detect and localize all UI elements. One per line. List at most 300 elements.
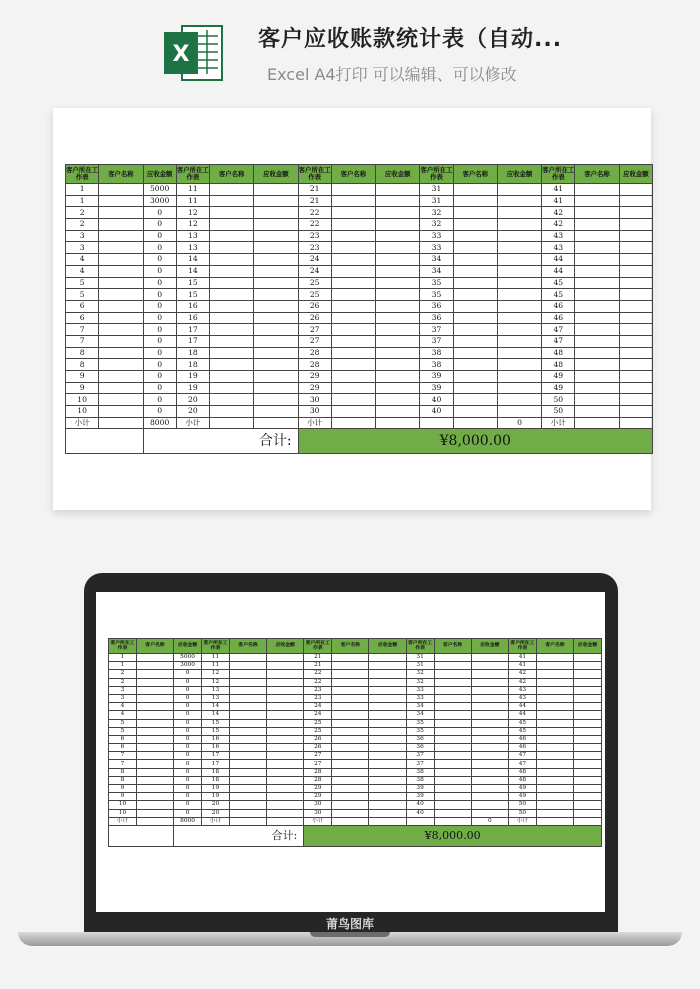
table-cell[interactable]: 34 [406, 703, 434, 711]
table-cell[interactable] [254, 219, 298, 231]
table-cell[interactable] [254, 195, 298, 207]
table-cell[interactable] [229, 711, 266, 719]
table-cell[interactable] [376, 195, 420, 207]
table-cell[interactable] [471, 662, 508, 670]
table-cell[interactable]: 40 [420, 394, 453, 406]
table-cell[interactable] [332, 801, 369, 809]
table-cell[interactable]: 34 [406, 711, 434, 719]
table-cell[interactable] [575, 406, 619, 418]
table-cell[interactable] [332, 662, 369, 670]
table-cell[interactable]: 13 [176, 242, 209, 254]
table-cell[interactable] [369, 711, 406, 719]
table-cell[interactable] [369, 744, 406, 752]
table-cell[interactable]: 0 [174, 744, 202, 752]
table-cell[interactable] [331, 277, 375, 289]
table-cell[interactable] [434, 719, 471, 727]
table-cell[interactable]: 19 [202, 793, 230, 801]
table-cell[interactable] [619, 289, 652, 301]
table-cell[interactable] [331, 254, 375, 266]
table-cell[interactable] [332, 686, 369, 694]
table-cell[interactable]: 14 [202, 703, 230, 711]
table-cell[interactable] [267, 735, 304, 743]
table-cell[interactable] [99, 394, 143, 406]
table-cell[interactable]: 41 [542, 184, 575, 196]
table-cell[interactable] [376, 324, 420, 336]
table-cell[interactable] [376, 406, 420, 418]
table-cell[interactable] [575, 195, 619, 207]
table-cell[interactable] [536, 719, 573, 727]
table-cell[interactable] [574, 727, 602, 735]
table-cell[interactable] [536, 785, 573, 793]
table-cell[interactable] [209, 277, 253, 289]
table-cell[interactable]: 38 [406, 768, 434, 776]
table-cell[interactable]: 50 [542, 394, 575, 406]
table-cell[interactable]: 0 [143, 289, 176, 301]
table-cell[interactable] [369, 793, 406, 801]
table-cell[interactable] [453, 207, 497, 219]
table-cell[interactable] [575, 289, 619, 301]
table-cell[interactable]: 30 [304, 809, 332, 817]
table-cell[interactable] [574, 662, 602, 670]
table-cell[interactable] [536, 703, 573, 711]
table-cell[interactable] [332, 694, 369, 702]
table-cell[interactable]: 10 [66, 394, 99, 406]
table-cell[interactable]: 3000 [143, 195, 176, 207]
table-cell[interactable] [332, 776, 369, 784]
table-cell[interactable] [331, 406, 375, 418]
table-cell[interactable] [209, 347, 253, 359]
table-cell[interactable] [332, 654, 369, 662]
table-cell[interactable]: 10 [109, 809, 137, 817]
table-cell[interactable]: 2 [109, 670, 137, 678]
table-cell[interactable]: 45 [508, 719, 536, 727]
table-cell[interactable]: 30 [298, 406, 331, 418]
table-cell[interactable] [453, 359, 497, 371]
table-cell[interactable]: 0 [471, 817, 508, 825]
table-cell[interactable] [453, 184, 497, 196]
table-cell[interactable] [434, 694, 471, 702]
table-cell[interactable] [574, 719, 602, 727]
table-cell[interactable]: 11 [176, 184, 209, 196]
table-cell[interactable] [536, 752, 573, 760]
table-cell[interactable] [99, 219, 143, 231]
table-cell[interactable] [136, 662, 173, 670]
table-cell[interactable] [331, 219, 375, 231]
table-cell[interactable] [575, 382, 619, 394]
table-cell[interactable] [332, 760, 369, 768]
table-cell[interactable] [471, 785, 508, 793]
table-cell[interactable] [575, 359, 619, 371]
table-cell[interactable]: 26 [304, 735, 332, 743]
table-cell[interactable] [471, 678, 508, 686]
table-cell[interactable] [471, 703, 508, 711]
table-cell[interactable] [209, 230, 253, 242]
table-cell[interactable] [434, 785, 471, 793]
table-cell[interactable] [229, 768, 266, 776]
table-cell[interactable] [497, 230, 541, 242]
table-cell[interactable] [536, 735, 573, 743]
table-cell[interactable]: 17 [202, 760, 230, 768]
table-cell[interactable] [136, 760, 173, 768]
table-cell[interactable]: 42 [508, 678, 536, 686]
table-cell[interactable]: 50 [508, 801, 536, 809]
table-cell[interactable] [376, 359, 420, 371]
table-cell[interactable] [471, 752, 508, 760]
table-cell[interactable] [575, 184, 619, 196]
table-cell[interactable] [619, 230, 652, 242]
table-cell[interactable] [536, 670, 573, 678]
table-cell[interactable] [497, 347, 541, 359]
table-cell[interactable] [536, 654, 573, 662]
table-cell[interactable]: 11 [202, 654, 230, 662]
table-cell[interactable]: 小计 [542, 417, 575, 429]
table-cell[interactable] [536, 686, 573, 694]
table-cell[interactable] [575, 417, 619, 429]
table-cell[interactable] [376, 184, 420, 196]
table-cell[interactable]: 20 [202, 801, 230, 809]
table-cell[interactable] [575, 324, 619, 336]
table-cell[interactable]: 24 [298, 254, 331, 266]
table-cell[interactable] [254, 312, 298, 324]
table-cell[interactable]: 49 [508, 785, 536, 793]
table-cell[interactable] [574, 793, 602, 801]
table-cell[interactable] [254, 347, 298, 359]
table-cell[interactable]: 0 [143, 359, 176, 371]
table-cell[interactable]: 23 [304, 694, 332, 702]
table-cell[interactable]: 46 [542, 300, 575, 312]
table-cell[interactable] [254, 359, 298, 371]
table-cell[interactable] [453, 265, 497, 277]
table-cell[interactable] [99, 230, 143, 242]
table-cell[interactable] [453, 406, 497, 418]
table-cell[interactable] [376, 254, 420, 266]
table-cell[interactable]: 21 [298, 184, 331, 196]
table-cell[interactable] [575, 242, 619, 254]
table-cell[interactable]: 小计 [176, 417, 209, 429]
table-cell[interactable] [99, 359, 143, 371]
table-cell[interactable] [575, 335, 619, 347]
table-cell[interactable]: 47 [508, 752, 536, 760]
table-cell[interactable] [254, 184, 298, 196]
table-cell[interactable] [332, 752, 369, 760]
table-cell[interactable]: 18 [176, 359, 209, 371]
table-cell[interactable]: 23 [298, 230, 331, 242]
table-cell[interactable] [209, 242, 253, 254]
table-cell[interactable] [453, 324, 497, 336]
table-cell[interactable] [536, 817, 573, 825]
table-cell[interactable] [453, 312, 497, 324]
table-cell[interactable]: 47 [508, 760, 536, 768]
table-cell[interactable] [575, 219, 619, 231]
table-cell[interactable]: 39 [406, 785, 434, 793]
table-cell[interactable] [471, 768, 508, 776]
table-cell[interactable] [99, 312, 143, 324]
table-cell[interactable]: 1 [109, 662, 137, 670]
table-cell[interactable]: 35 [406, 727, 434, 735]
table-cell[interactable] [434, 703, 471, 711]
table-cell[interactable]: 17 [176, 335, 209, 347]
table-cell[interactable] [453, 371, 497, 383]
table-cell[interactable]: 36 [420, 300, 453, 312]
table-cell[interactable] [209, 417, 253, 429]
table-cell[interactable]: 34 [420, 254, 453, 266]
table-cell[interactable] [619, 195, 652, 207]
table-cell[interactable]: 小计 [109, 817, 137, 825]
table-cell[interactable]: 26 [298, 312, 331, 324]
table-cell[interactable] [369, 727, 406, 735]
table-cell[interactable] [136, 654, 173, 662]
table-cell[interactable] [136, 686, 173, 694]
table-cell[interactable] [136, 711, 173, 719]
table-cell[interactable] [267, 760, 304, 768]
table-cell[interactable] [209, 207, 253, 219]
table-cell[interactable] [254, 277, 298, 289]
table-cell[interactable] [331, 184, 375, 196]
table-cell[interactable]: 8000 [143, 417, 176, 429]
table-cell[interactable] [267, 670, 304, 678]
table-cell[interactable] [209, 335, 253, 347]
table-cell[interactable]: 24 [304, 711, 332, 719]
table-cell[interactable] [434, 727, 471, 735]
table-cell[interactable] [99, 417, 143, 429]
table-cell[interactable]: 17 [176, 324, 209, 336]
table-cell[interactable] [536, 727, 573, 735]
table-cell[interactable]: 37 [406, 752, 434, 760]
table-cell[interactable] [331, 324, 375, 336]
table-cell[interactable] [332, 711, 369, 719]
table-cell[interactable]: 14 [202, 711, 230, 719]
table-cell[interactable]: 5 [109, 727, 137, 735]
table-cell[interactable]: 3 [66, 242, 99, 254]
table-cell[interactable] [209, 324, 253, 336]
table-cell[interactable] [619, 382, 652, 394]
table-cell[interactable] [331, 195, 375, 207]
table-cell[interactable]: 0 [143, 265, 176, 277]
table-cell[interactable] [229, 686, 266, 694]
table-cell[interactable] [619, 335, 652, 347]
table-cell[interactable] [536, 694, 573, 702]
table-cell[interactable] [99, 265, 143, 277]
table-cell[interactable] [209, 382, 253, 394]
table-cell[interactable]: 0 [174, 686, 202, 694]
table-cell[interactable] [497, 254, 541, 266]
table-cell[interactable] [376, 417, 420, 429]
table-cell[interactable]: 2 [66, 207, 99, 219]
table-cell[interactable] [267, 711, 304, 719]
table-cell[interactable] [420, 417, 453, 429]
table-cell[interactable] [229, 760, 266, 768]
table-cell[interactable]: 18 [176, 347, 209, 359]
table-cell[interactable]: 8 [109, 768, 137, 776]
table-cell[interactable]: 41 [508, 654, 536, 662]
table-cell[interactable] [453, 417, 497, 429]
table-cell[interactable]: 8000 [174, 817, 202, 825]
table-cell[interactable]: 0 [143, 230, 176, 242]
table-cell[interactable] [497, 312, 541, 324]
table-cell[interactable] [209, 406, 253, 418]
table-cell[interactable]: 50 [508, 809, 536, 817]
table-cell[interactable]: 21 [304, 654, 332, 662]
table-cell[interactable] [497, 242, 541, 254]
table-cell[interactable]: 4 [66, 265, 99, 277]
table-cell[interactable]: 0 [174, 768, 202, 776]
table-cell[interactable]: 36 [420, 312, 453, 324]
table-cell[interactable] [574, 654, 602, 662]
table-cell[interactable]: 12 [202, 670, 230, 678]
table-cell[interactable] [471, 793, 508, 801]
table-cell[interactable] [369, 817, 406, 825]
table-cell[interactable] [254, 300, 298, 312]
table-cell[interactable] [376, 207, 420, 219]
table-cell[interactable]: 48 [542, 347, 575, 359]
table-cell[interactable] [376, 289, 420, 301]
table-cell[interactable] [619, 324, 652, 336]
table-cell[interactable]: 40 [420, 406, 453, 418]
table-cell[interactable] [497, 394, 541, 406]
table-cell[interactable]: 29 [304, 793, 332, 801]
table-cell[interactable] [331, 265, 375, 277]
table-cell[interactable]: 28 [304, 768, 332, 776]
table-cell[interactable] [619, 417, 652, 429]
table-cell[interactable] [497, 207, 541, 219]
table-cell[interactable]: 1 [66, 184, 99, 196]
table-cell[interactable]: 39 [406, 793, 434, 801]
table-cell[interactable]: 29 [304, 785, 332, 793]
table-cell[interactable] [619, 312, 652, 324]
table-cell[interactable]: 43 [508, 686, 536, 694]
table-cell[interactable]: 0 [143, 324, 176, 336]
table-cell[interactable] [471, 727, 508, 735]
table-cell[interactable] [229, 744, 266, 752]
table-cell[interactable] [332, 817, 369, 825]
table-cell[interactable]: 17 [202, 752, 230, 760]
table-cell[interactable] [332, 744, 369, 752]
table-cell[interactable]: 28 [298, 347, 331, 359]
table-cell[interactable] [369, 686, 406, 694]
table-cell[interactable] [267, 776, 304, 784]
table-cell[interactable] [471, 711, 508, 719]
table-cell[interactable] [369, 801, 406, 809]
table-cell[interactable] [575, 371, 619, 383]
table-cell[interactable] [434, 809, 471, 817]
table-cell[interactable] [229, 809, 266, 817]
table-cell[interactable] [453, 230, 497, 242]
table-cell[interactable] [575, 347, 619, 359]
table-cell[interactable] [369, 768, 406, 776]
table-cell[interactable] [229, 662, 266, 670]
table-cell[interactable]: 3000 [174, 662, 202, 670]
table-cell[interactable]: 46 [508, 735, 536, 743]
table-cell[interactable]: 31 [406, 654, 434, 662]
table-cell[interactable] [453, 382, 497, 394]
table-cell[interactable] [267, 744, 304, 752]
table-cell[interactable] [497, 300, 541, 312]
table-cell[interactable] [574, 768, 602, 776]
table-cell[interactable] [497, 219, 541, 231]
table-cell[interactable] [536, 760, 573, 768]
table-cell[interactable] [574, 752, 602, 760]
table-cell[interactable] [574, 735, 602, 743]
table-cell[interactable]: 0 [143, 254, 176, 266]
table-cell[interactable] [497, 371, 541, 383]
table-cell[interactable] [99, 289, 143, 301]
table-cell[interactable] [136, 678, 173, 686]
table-cell[interactable] [229, 670, 266, 678]
table-cell[interactable]: 29 [298, 371, 331, 383]
table-cell[interactable] [575, 312, 619, 324]
table-cell[interactable] [369, 776, 406, 784]
table-cell[interactable] [267, 752, 304, 760]
table-cell[interactable] [434, 670, 471, 678]
table-cell[interactable] [267, 785, 304, 793]
table-cell[interactable] [209, 195, 253, 207]
table-cell[interactable]: 48 [508, 776, 536, 784]
table-cell[interactable]: 6 [109, 744, 137, 752]
table-cell[interactable]: 2 [66, 219, 99, 231]
table-cell[interactable] [575, 300, 619, 312]
table-cell[interactable] [497, 195, 541, 207]
table-cell[interactable] [331, 359, 375, 371]
table-cell[interactable]: 48 [508, 768, 536, 776]
table-cell[interactable] [434, 744, 471, 752]
table-cell[interactable] [574, 801, 602, 809]
table-cell[interactable] [136, 670, 173, 678]
table-cell[interactable] [434, 817, 471, 825]
table-cell[interactable] [369, 719, 406, 727]
table-cell[interactable]: 11 [176, 195, 209, 207]
table-cell[interactable]: 7 [109, 760, 137, 768]
table-cell[interactable] [99, 207, 143, 219]
table-cell[interactable] [453, 300, 497, 312]
table-cell[interactable]: 25 [304, 719, 332, 727]
table-cell[interactable]: 0 [143, 277, 176, 289]
table-cell[interactable]: 48 [542, 359, 575, 371]
table-cell[interactable] [267, 727, 304, 735]
table-cell[interactable]: 5000 [143, 184, 176, 196]
table-cell[interactable] [369, 670, 406, 678]
table-cell[interactable]: 29 [298, 382, 331, 394]
table-cell[interactable] [254, 371, 298, 383]
table-cell[interactable] [453, 347, 497, 359]
table-cell[interactable] [376, 300, 420, 312]
table-cell[interactable]: 21 [304, 662, 332, 670]
table-cell[interactable] [497, 324, 541, 336]
table-cell[interactable] [331, 300, 375, 312]
table-cell[interactable]: 22 [304, 670, 332, 678]
table-cell[interactable]: 小计 [298, 417, 331, 429]
table-cell[interactable]: 13 [176, 230, 209, 242]
table-cell[interactable] [575, 207, 619, 219]
table-cell[interactable]: 0 [174, 719, 202, 727]
table-cell[interactable] [536, 678, 573, 686]
table-cell[interactable]: 45 [508, 727, 536, 735]
table-cell[interactable]: 10 [66, 406, 99, 418]
table-cell[interactable]: 18 [202, 776, 230, 784]
table-cell[interactable]: 小计 [508, 817, 536, 825]
table-cell[interactable] [332, 727, 369, 735]
table-cell[interactable]: 36 [406, 735, 434, 743]
table-cell[interactable]: 31 [420, 184, 453, 196]
table-cell[interactable] [254, 382, 298, 394]
table-cell[interactable]: 0 [174, 735, 202, 743]
table-cell[interactable]: 4 [109, 711, 137, 719]
table-cell[interactable] [229, 719, 266, 727]
table-cell[interactable]: 3 [109, 694, 137, 702]
table-cell[interactable] [497, 289, 541, 301]
table-cell[interactable]: 32 [420, 207, 453, 219]
table-cell[interactable] [229, 793, 266, 801]
table-cell[interactable]: 33 [420, 230, 453, 242]
